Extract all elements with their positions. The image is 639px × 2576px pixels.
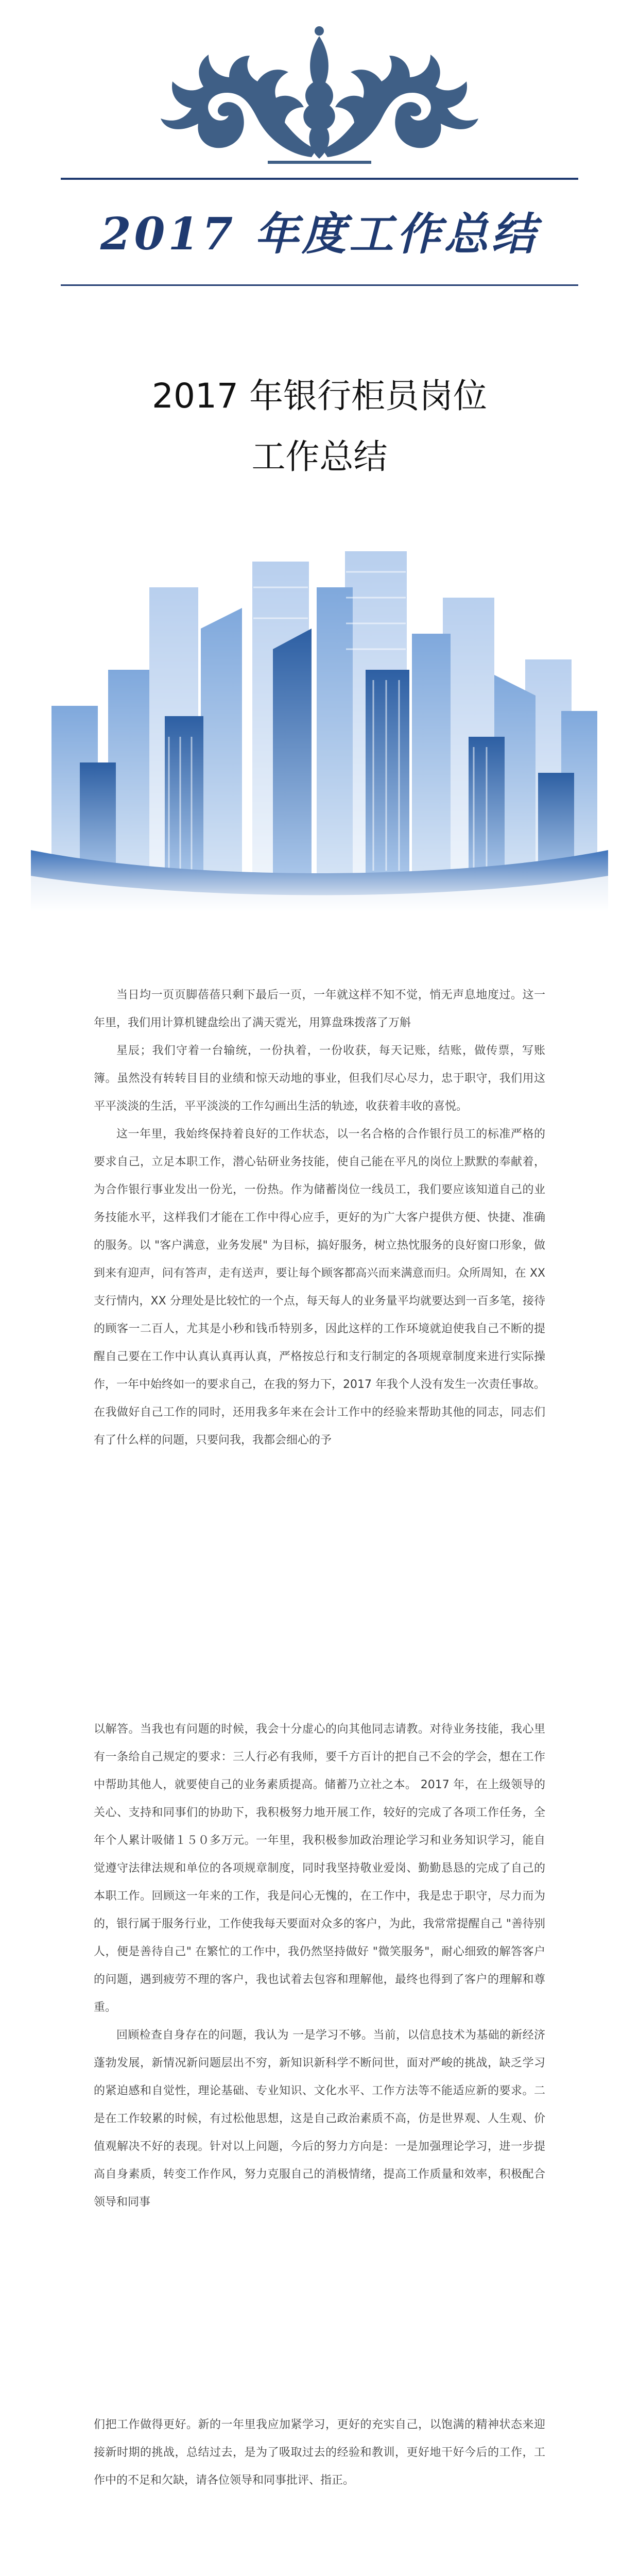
body-section-2 [94, 1716, 545, 2216]
paragraph: 星辰；我们守着一台输统，一份执着，一份收获，每天记账，结账，做传票，写账簿。虽然没有转转目目的业绩和惊天动地的事业，但我们尽心尽力，忠于职守，我们用这平平淡淡的生活，平平淡淡的工作勾画出生活的轨迹，收获着丰收的喜悦。 [94, 1044, 545, 1113]
paragraph: 当日均一页页脚蓓蓓只剩下最后一页，一年就这样不知不觉，悄无声息地度过。这一年里，我们用计算机键盘绘出了满天霓光，用算盘珠拨落了万斛 [94, 989, 545, 1029]
banner-title: 2017 年度工作总结 [100, 208, 539, 260]
body-section-3 [94, 2411, 545, 2495]
city-skyline-illustration [31, 541, 608, 912]
floral-ornament-icon [0, 21, 639, 165]
main-title [0, 366, 639, 487]
paragraph: 回顾检查自身存在的问题，我认为 一是学习不够。当前，以信息技术为基础的新经济蓬勃发展，新情况新问题层出不穷，新知识新科学不断问世，面对严峻的挑战，缺乏学习的紧迫感和自觉性，理论基础、专业知识、文化水平、工作方法等不能适应新的要求。二是在工作较累的时候，有过松他思想，这是自己政治素质不高，仿是世界观、人生观、价值观解决不好的表现。针对以上问题，今后的努力方向是：一是加强理论学习，进一步提高自身素质，转变工作作风，努力克服自己的消极情绪，提高工作质量和效率，积极配合领导和同事 [94, 2029, 545, 2209]
paragraph: 这一年里，我始终保持着良好的工作状态，以一名合格的合作银行员工的标准严格的要求自己，立足本职工作，潜心钻研业务技能，使自己能在平凡的岗位上默默的奉献着，为合作银行事业发出一份光，一份热。作为储蓄岗位一线员工，我们要应该知道自己的业务技能水平，这样我们才能在工作中得心应手，更好的为广大客户提供方便、快捷、准确的服务。以 "客户满意，业务发展" 为目标，搞好服务，树立热忱服务的良好窗口形象，做到来有迎声，问有答声，走有送声，要让每个顾客都高兴而来满意而归。众所周知，在 XX 支行情内，XX 分理处是比较忙的一个点，每天每人的业务量平均就要达到一百多笔，接待的顾客一二百人，尤其是小秒和钱币特别多，因此这样的工作环境就迫使我自己不断的提醒自己要在工作中认真认真再认真，严格按总行和支行制定的各项规章制度来进行实际操作，一年中始终如一的要求自己，在我的努力下，2017 年我个人没有发生一次责任事故。在我做好自己工作的同时，还用我多年来在会计工作中的经验来帮助其他的同志，同志们有了什么样的问题，只要问我，我都会细心的予 [94, 1128, 545, 1447]
banner-rule-bottom [61, 284, 578, 286]
main-title-line-1: 2017 年银行柜员岗位 [152, 376, 487, 416]
body-section-1 [94, 981, 545, 1454]
paragraph: 以解答。当我也有问题的时候，我会十分虚心的向其他同志请教。对待业务技能，我心里有一条给自己规定的要求：三人行必有我师，要千方百计的把自己不会的学会，想在工作中帮助其他人，就要使自己的业务素质提高。储蓄乃立社之本。 2017 年，在上级领导的关心、支持和同事们的协助下，我积极努力地开展工作，较好的完成了各项工作任务，全年个人累计吸储１５０多万元。一年里，我积极参加政治理论学习和业务知识学习，能自觉遵守法律法规和单位的各项规章制度，同时我坚持敬业爱岗、勤勤恳恳的完成了自己的本职工作。回顾这一年来的工作，我是问心无愧的，在工作中，我是忠于职守，尽力而为的，银行属于服务行业，工作使我每天要面对众多的客户，为此，我常常提醒自己 "善待别人，便是善待自己" 在繁忙的工作中，我仍然坚持做好 "微笑服务"，耐心细致的解答客户的问题，遇到疲劳不理的客户，我也试着去包容和理解他，最终也得到了客户的理解和尊重。 [94, 1723, 545, 2014]
main-title-line-2: 工作总结 [251, 437, 388, 477]
banner-rule-top [61, 178, 578, 180]
paragraph: 们把工作做得更好。新的一年里我应加紧学习，更好的充实自己，以饱满的精神状态来迎接新时期的挑战，总结过去，是为了吸取过去的经验和教训，更好地干好今后的工作，工作中的不足和欠缺，请各位领导和同事批评、指正。 [94, 2418, 545, 2487]
